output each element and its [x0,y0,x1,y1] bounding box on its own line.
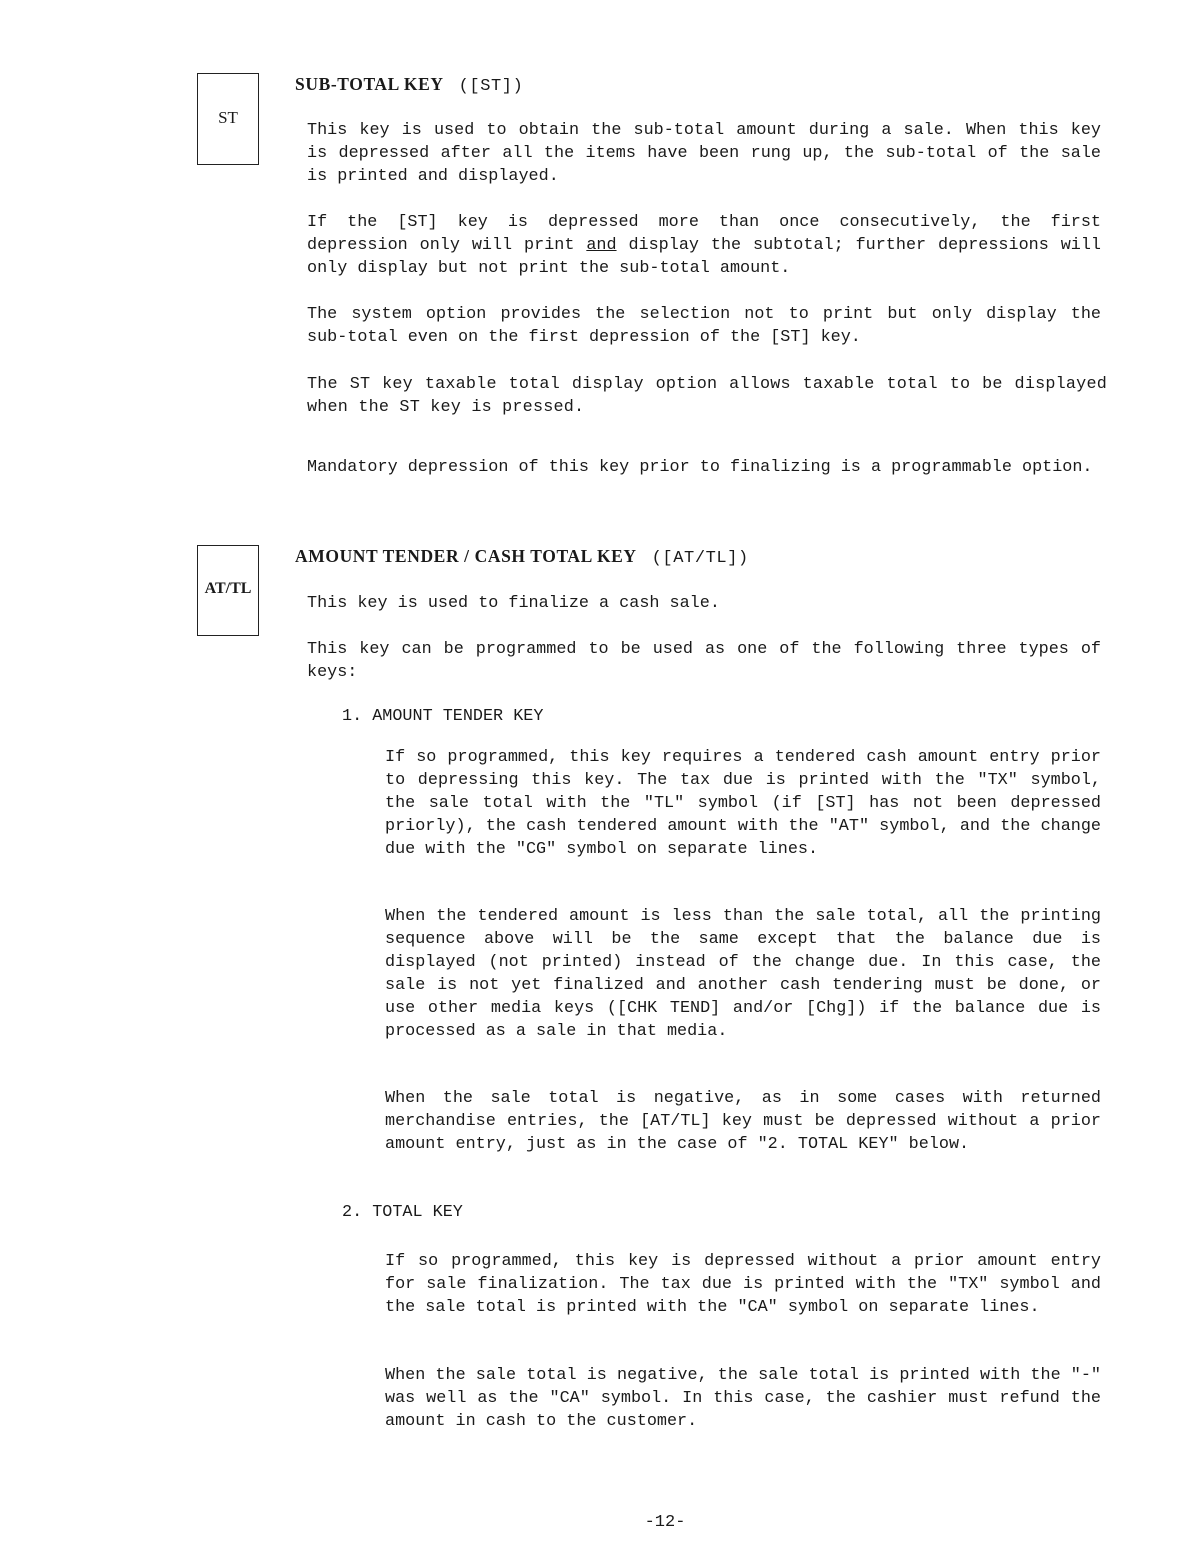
at-tl-key-label: AT/TL [204,580,252,597]
at-tl-section-title-ref: ([AT/TL]) [651,549,749,568]
st-paragraph-2 [307,211,1101,280]
item-2-paragraph-1: If so programmed, this key is depressed without a prior amount entry for sale finalization. The tax due is printed with the "TX" symbol and the sale total is printed with the "CA" symbol on separate lines. [385,1252,1101,1317]
st-section-title: SUB-TOTAL KEY [295,74,444,94]
st-key-label: ST [218,108,238,127]
st-paragraph-2-underlined: and [586,236,617,255]
item-1-title: 1. AMOUNT TENDER KEY [342,707,544,726]
item-2-title: 2. TOTAL KEY [342,1203,463,1222]
item-1-paragraph-1: If so programmed, this key requires a tendered cash amount entry prior to depressing this key. The tax due is printed with the "TX" symbol, the sale total with the "TL" symbol (if [ST] has not been depressed priorly), the cash tendered amount with the "AT" symbol, and the change due with the "CG" symbol on separate lines. [385,748,1101,859]
st-paragraph-3: The system option provides the selection not to print but only display the sub-total even on the first depression of the [ST] key. [307,305,1101,347]
at-tl-section-title: AMOUNT TENDER / CASH TOTAL KEY [295,546,637,566]
at-tl-paragraph-2: This key can be programmed to be used as one of the following three types of keys: [307,640,1101,682]
st-section-heading [295,74,523,96]
st-paragraph-2-end: display the subtotal; further depressions will only display but not print the sub-total amount. [307,236,1101,278]
st-key-box [197,73,259,165]
st-paragraph-1: This key is used to obtain the sub-total amount during a sale. When this key is depressed after all the items have been rung up, the sub-total of the sale is printed and displayed. [307,121,1101,186]
item-1-paragraph-3: When the sale total is negative, as in some cases with returned merchandise entries, the [AT/TL] key must be depressed without a prior amount entry, just as in the case of "2. TOTAL KEY" below. [385,1089,1101,1154]
item-1-paragraph-2: When the tendered amount is less than the sale total, all the printing sequence above will be the same except that the balance due is displayed (not printed) instead of the change due. In this case, the sale is not yet finalized and another cash tendering must be done, or use other media keys ([CHK TEND] and/or [Chg]) if the balance due is processed as a sale in that media. [385,907,1101,1041]
st-paragraph-4: The ST key taxable total display option allows taxable total to be displayed when the ST key is pressed. [307,375,1107,417]
page-number: -12- [644,1513,686,1532]
at-tl-key-box [197,545,259,636]
item-2-paragraph-2: When the sale total is negative, the sale total is printed with the "-" was well as the "CA" symbol. In this case, the cashier must refund the amount in cash to the customer. [385,1366,1101,1431]
st-paragraph-2-start: If the [ST] key is depressed more than once consecutively, the first depression only will print [307,213,1101,255]
at-tl-section-heading [295,546,749,568]
st-paragraph-5: Mandatory depression of this key prior to finalizing is a programmable option. [307,458,1093,477]
at-tl-paragraph-1: This key is used to finalize a cash sale. [307,594,720,613]
st-section-title-ref: ([ST]) [458,77,524,96]
